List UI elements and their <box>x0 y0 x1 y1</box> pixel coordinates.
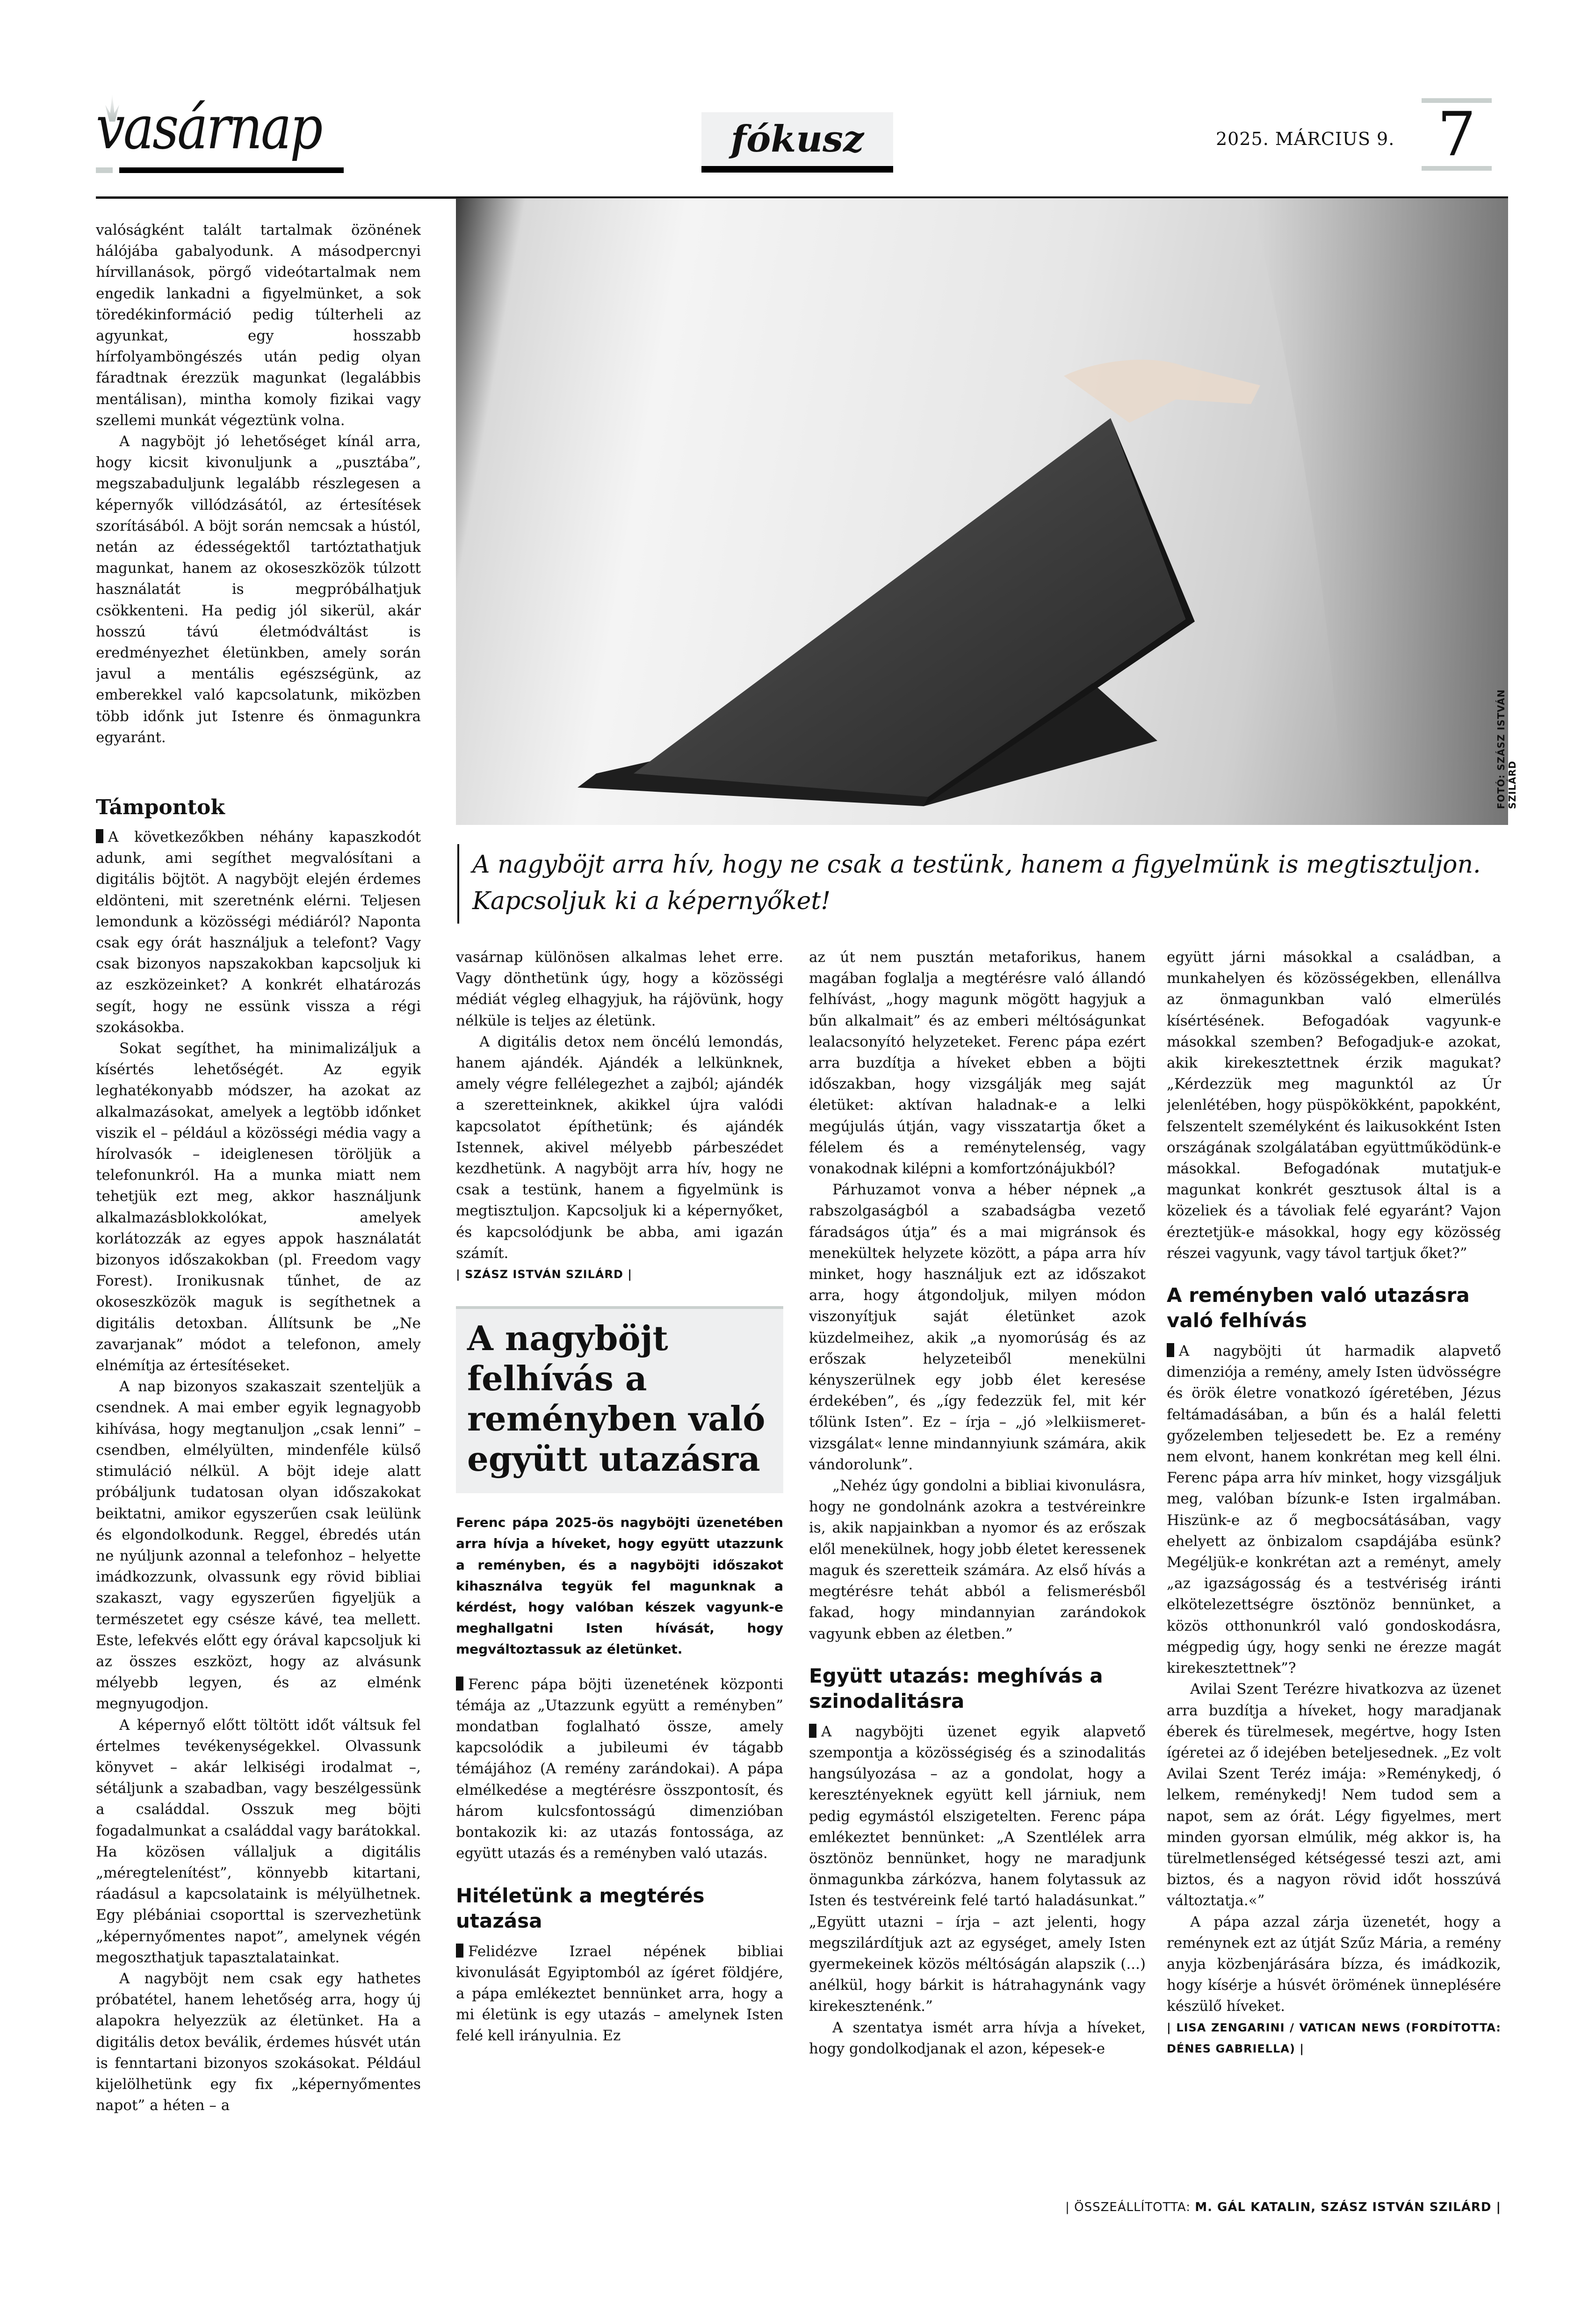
paragraph-text: A nagyböjti út harmadik alapvető dimenziója a remény, amely Isten üdvösségre és örök életre vonatkozó ígéretében, Jézus feltámadásában, a bűn és a halál feletti győzelemben teljesedett be. Ez a remény nem elvont, hanem konkrétan meg kell élni. Ferenc pápa arra hív minket, hogy vizsgáljuk meg, valóban bízunk-e Isten irgalmában. Hiszünk-e az ő megbocsátásában, vagy ehelyett az önbizalom csapdájába esünk? Megéljük-e konkrétan azt a reményt, amely „az igazságosság és a testvériség iránti elkötelezettségre ösztönöz bennünket, a közös otthonunkról való gondoskodásra, mégpedig úgy, hogy senki ne érezze magát kirekesztettnek”? <box>1167 1343 1501 1677</box>
article1-column1 <box>96 795 421 2203</box>
article2-title-box <box>456 1306 783 1493</box>
paragraph <box>456 1941 783 2047</box>
logo-decoration <box>96 167 113 173</box>
subheading: Együtt utazás: meghívás a szinodalitásra <box>809 1664 1103 1713</box>
photo-credit: FOTÓ: SZÁSZ ISTVÁN SZILÁRD <box>1495 689 1518 809</box>
paragraph: A nap bizonyos szakaszait szenteljük a csendnek. A mai ember egyik legnagyobb kihívása, hogy megtanuljon „csak lenni” – csendben, elmélyülten, mindenféle külső stimuláció nélkül. A böjt ideje alatt próbáljunk tudatosan olyan időszakokat beiktatni, amikor egyszerűen csak leülünk és elgondolkodunk. Reggel, ébredés után ne nyúljunk azonnal a telefonhoz – helyette imádkozzunk, olvassunk egy rövid bibliai szakaszt, vagy egyszerűen figyeljük a természetet egy csésze kávé, tea mellett. Este, lefekvés előtt egy órával kapcsoljuk ki az összes eszközt, hogy az alvásunk mélyebb legyen, és az elménk megnyugodjon. <box>96 1378 421 1713</box>
section-name: fókusz <box>730 118 864 160</box>
paragraph: A pápa azzal zárja üzenetét, hogy a reménynek ezt az útját Szűz Mária, a remény anyja közbenjárására bízza, és imádkozik, hogy kísérje a húsvét örömének ünneplésére készülő híveket. <box>1167 1913 1501 2015</box>
column-3 <box>809 947 1146 2205</box>
article1-intro <box>96 220 421 776</box>
paragraph-text: Ferenc pápa böjti üzenetének központi témája az „Utazzunk együtt a reményben” mondatban foglalható össze, amely kapcsolódik a jubileumi év tágabb témájához (A remény zarándokai). A pápa elmélkedése a megtérésre összpontosít, és három kulcsfontosságú dimenzióban bontakozik ki: az utazás fontossága, az együtt utazás és a reményben való utazás. <box>456 1676 783 1862</box>
paragraph: valóságként talált tartalmak özönének hálójába gabalyodunk. A másodpercnyi hírvillanások, pörgő videótartalmak nem engedik lankadni a figyelmünket, a sok töredékinformáció pedig túlterheli az agyunkat, egy hosszabb hírfolyamböngészés után pedig olyan fáradtnak érezzük magunkat (legalábbis mentálisan), mintha komoly fizikai vagy szellemi munkát végeztünk volna. <box>96 222 421 429</box>
subheading: Hitéletünk a megtérés utazása <box>456 1884 705 1932</box>
paragraph: az út nem pusztán metaforikus, hanem magában foglalja a megtérésre való állandó felhívást, „hogy magunk mögött hagyjuk a bűn alkalmait” és az emberi méltóságunkat lealacsonyító helyzeteket. Ferenc pápa ezért arra buzdítja a híveket ebben a böjti időszakban, hogy vizsgálják meg saját életüket: aktívan haladnak-e a lelki megújulás útján, vagy visszatartja őket a félelem és a reménytelenség, vagy vonakodnak kilépni a komfortzónájukból? <box>809 949 1146 1178</box>
paragraph: együtt járni másokkal a családban, a munkahelyen és közösségekben, ellenállva az önmagunkban való elmerülés kísértésének. Befogadóak vagyunk-e másokkal szemben? Befogadjuk-e azokat, akik kirekesztettnek érzik magukat? „Kérdezzük meg magunktól az Úr jelenlétében, hogy püspökökként, papokként, felszentelt személyként és laikusokként Isten országának szolgálatában együttműködünk-e másokkal. Befogadónak mutatjuk-e magunkat konkrét gesztusok által is a közeliek és a távoliak felé egyaránt? Vajon éreztetjük-e másokkal, hogy egy közösség részei vagyunk, vagy távol tartjuk őket?” <box>1167 949 1501 1262</box>
paragraph: Avilai Szent Terézre hivatkozva az üzenet arra buzdítja a híveket, hogy maradjanak éberek és türelmesek, megértve, hogy Isten ígéretei az ő idejében beteljesednek. „Ez volt Avilai Szent Teréz imája: »Reménykedj, ó lelkem, reménykedj! Nem tudod sem a napot, sem az órát. Légy figyelmes, mert minden gyorsan elmúlik, még akkor is, ha türelmetlenséged kétségessé teszi azt, ami biztos, és a nagyon rövid időt hosszúvá változtatja.«” <box>1167 1681 1501 1909</box>
paragraph: Párhuzamot vonva a héber népnek „a rabszolgaságból a szabadságba vezető fáradságos útja” és a mai migránsok és menekültek helyzete között, a pápa arra hív minket, hogy használjuk ezt az időszakot arra, hogy átgondoljuk, milyen módon viszonyítjuk saját életünket azok küzdelmeihez, akik „a nyomorúság és az erőszak helyzeteiből menekülni kényszerülnek egy jobb élet keresése érdekében”, és „így fedezzük fel, mit kér tőlünk Isten”. Ez – írja – „jó »lelkiismeret-vizsgálat« lenne mindannyiunk számára, akik vándorolunk”. <box>809 1181 1146 1473</box>
paragraph: Sokat segíthet, ha minimalizáljuk a kísértés lehetőségét. Az egyik leghatékonyabb módszer, ha azokat az alkalmazásokat, amelyek a legtöbb időnket viszik el – például a közösségi média vagy a hírolvasók – ideiglenesen töröljük a telefonunkról. Ha a munka miatt nem tehetjük ezt meg, akkor használjunk alkalmazásblokkolókat, amelyek korlátozzák az egyes appok használatát bizonyos időszakokban (pl. Freedom vagy Forest). Ironikusnak tűnhet, de az okoseszközök maguk is segíthetnek a digitális detoxban. Állítsunk be „Ne zavarjanak” módot a telefonon, amely elnémítja az értesítéseket. <box>96 1040 421 1374</box>
footer-label: | ÖSSZEÁLLÍTOTTA: <box>1065 2200 1191 2214</box>
laptop-photo <box>456 198 1518 825</box>
page-number: 7 <box>1422 98 1492 171</box>
paragraph: „Nehéz úgy gondolni a bibliai kivonulásra, hogy ne gondolnánk azokra a testvéreinkre is, akik napjainkban a nyomor és az erőszak elől menekülnek, hogy jobb életet keressenek maguk és szeretteik számára. Az első hívás a megtérésre tehát abból a felismerésből fakad, hogy mindannyian zarándokok vagyunk ebben az életben.” <box>809 1477 1146 1642</box>
article1-byline: | SZÁSZ ISTVÁN SZILÁRD | <box>456 1268 632 1281</box>
compiled-by-footer <box>1005 2200 1501 2214</box>
subheading: Támpontok <box>96 795 225 819</box>
article2-title: A nagyböjt felhívás a reményben való együtt utazásra <box>467 1318 766 1479</box>
logo-text: vasárnap <box>96 93 322 163</box>
laptop-illustration <box>456 198 1518 825</box>
section-label <box>701 112 893 173</box>
paragraph <box>456 1674 783 1865</box>
masthead-logo <box>96 94 348 173</box>
subheading: A reményben való utazásra való felhívás <box>1167 1284 1470 1332</box>
paragraph: A nagyböjt jó lehetőséget kínál arra, hogy kicsit kivonuljunk a „pusztába”, megszabaduljunk legalább részlegesen a képernyők villódzásától, az értesítések szorításából. A böjt során nemcsak a hústól, netán az édességektől tartóztathatjuk magunkat, hanem az okoseszközök túlzott használatát is megpróbálhatjuk csökkenteni. Ha pedig jól sikerül, akár hosszú távú életmódváltást is eredményezhet életünkben, amely során javul a mentális egészségünk, az emberekkel való kapcsolatunk, miközben több időnk jut Istenre és önmagunkra egyaránt. <box>96 433 421 746</box>
issue-date: 2025. MÁRCIUS 9. <box>1216 129 1395 149</box>
paragraph-text: A nagyböjti üzenet egyik alapvető szempontja a közösségiség és a szinodalitás hangsúlyozása – az a gondolat, hogy a keresztényeknek együtt kell járniuk, nem pedig egymástól elszigetelten. Ferenc pápa emlékeztet bennünket: „A Szentlélek arra ösztönöz bennünket, hogy ne maradjunk önmagunkba zárkózva, hanem folytassuk az Isten és testvéreink felé tartó haladásunkat.” „Együtt utazni – írja – azt jelenti, hogy megszilárdítjuk azt az egységet, amely Isten gyermekeinek közös méltóságán alapszik (...) anélkül, hogy bárkit is hátrahagynánk vagy kirekesztenénk.” <box>809 1723 1146 2015</box>
footer-names: M. GÁL KATALIN, SZÁSZ ISTVÁN SZILÁRD | <box>1195 2200 1501 2214</box>
article2-lead: Ferenc pápa 2025-ös nagyböjti üzenetében arra hívja a híveket, hogy együtt utazzunk a reményben, és a nagyböjti időszakot kihasználva tegyük fel magunknak a kérdést, hogy valóban készek vagyunk-e meghallgatni Isten hívását, hogy megváltoztassuk az életünket. <box>456 1515 783 1657</box>
logo-underline <box>119 167 344 173</box>
paragraph-marker-icon <box>456 1677 463 1691</box>
paragraph: A szentatya ismét arra hívja a híveket, hogy gondolkodjanak el azon, képesek-e <box>809 2019 1146 2057</box>
article2-byline: | LISA ZENGARINI / VATICAN NEWS (FORDÍTOTTA: DÉNES GABRIELLA) | <box>1167 2021 1501 2055</box>
paragraph <box>96 827 421 1038</box>
paragraph-marker-icon <box>96 829 103 843</box>
paragraph-text: A következőkben néhány kapaszkodót adunk, ami segíthet megvalósítani a digitális böjtöt. A nagyböjt elején érdemes eldönteni, mit szeretnénk elérni. Teljesen lemondunk a közösségi médiáról? Naponta csak egy órát használjuk a telefont? Vagy csak bizonyos napszakokban kapcsoljuk ki az eszközeinket? A konkrét elhatározás segít, hogy ne essünk vissza a régi szokásokba. <box>96 829 421 1036</box>
paragraph <box>809 1721 1146 2017</box>
paragraph-marker-icon <box>1167 1343 1174 1357</box>
paragraph: vasárnap különösen alkalmas lehet erre. Vagy dönthetünk úgy, hogy a közösségi médiát végleg elhagyjuk, ha rájövünk, hogy nélküle is teljes az életünk. <box>456 949 783 1029</box>
paragraph-marker-icon <box>456 1944 463 1958</box>
paragraph: A képernyő előtt töltött időt váltsuk fel értelmes tevékenységekkel. Olvassunk könyvet – akár lelkiségi irodalmat –, sétáljunk a szabadban, vagy beszélgessünk a családdal. Osszuk meg böjti fogadalmunkat a családdal vagy barátokkal. Ha közösen vállaljuk a digitális „méregtelenítést”, könnyebb kitartani, ráadásul a kapcsolataink is mélyülhetnek. Egy plébániai csoporttal is szervezhetünk „képernyőmentes napot”, amelynek végén megoszthatjuk tapasztalatainkat. <box>96 1716 421 1966</box>
caption-rule <box>457 844 459 924</box>
paragraph: A digitális detox nem öncélú lemondás, hanem ajándék. Ajándék a lelkünknek, amely végre fellélegezhet a zajból; ajándék a szeretteinknek, akikkel újra valódi kapcsolatot építhetünk; és ajándék Istennek, akivel mélyebb párbeszédet kezdhetünk. A nagyböjt arra hív, hogy ne csak a testünk, hanem a figyelmünk is megtisztuljon. Kapcsoljuk ki a képernyőket, és kapcsolódjunk be abba, ami igazán számít. <box>456 1033 783 1262</box>
paragraph <box>1167 1341 1501 1679</box>
column-2 <box>456 947 783 2205</box>
paragraph: A nagyböjt nem csak egy hathetes próbatétel, hanem lehetőség arra, hogy új alapokra helyezzük az életünket. Ha a digitális detox beválik, érdemes húsvét után is fenntartani bizonyos szokásokat. Például kijelölhetünk egy fix „képernyőmentes napot” a héten – a <box>96 1970 421 2114</box>
paragraph-text: Felidézve Izrael népének bibliai kivonulását Egyiptomból az ígéret földjére, a pápa emlékeztet bennünket arra, hogy a mi életünk is egy utazás – amelynek Isten felé kell irányulnia. Ez <box>456 1943 783 2045</box>
column-4 <box>1167 947 1501 2205</box>
paragraph-marker-icon <box>809 1724 816 1738</box>
photo-caption: A nagyböjt arra hív, hogy ne csak a testünk, hanem a figyelmünk is megtisztuljon. Kapcsoljuk ki a képernyőket! <box>472 851 1481 915</box>
